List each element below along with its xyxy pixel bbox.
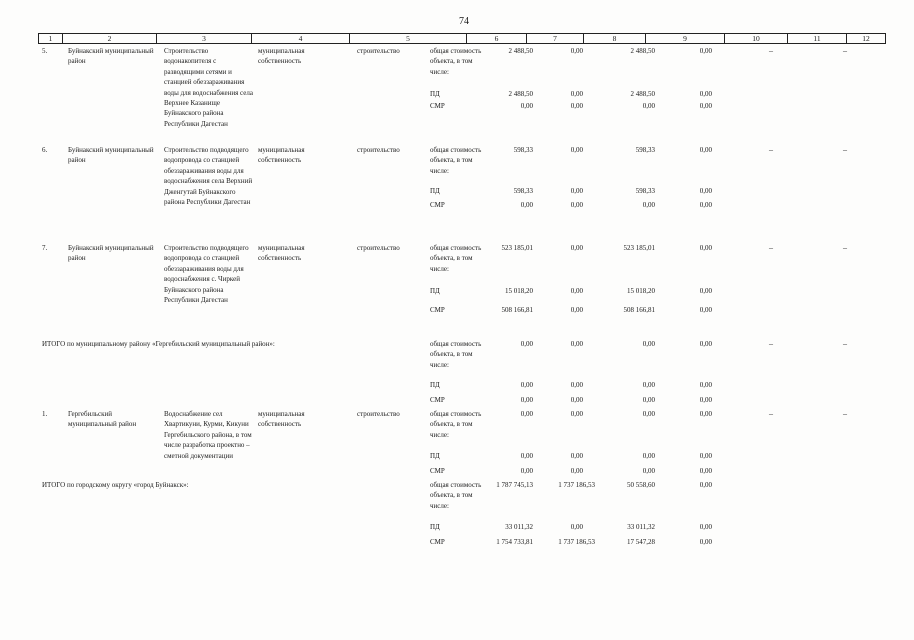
district-cell: Гергебильский муниципальный район: [68, 410, 137, 429]
smr-col8: 1 737 186,53: [558, 538, 595, 546]
pd-col10: 0,00: [699, 381, 712, 389]
district-cell: Буйнакский муниципальный район: [68, 244, 154, 263]
smr-label: СМР: [430, 396, 445, 404]
pd-label: ПД: [430, 90, 440, 98]
ownership-cell: муниципальная собственность: [258, 410, 305, 429]
value-col9: 2 488,50: [630, 47, 655, 55]
pd-col10: 0,00: [699, 287, 712, 295]
ownership-cell: муниципальная собственность: [258, 244, 305, 263]
value-col7: 523 185,01: [501, 244, 533, 252]
pd-col9: 0,00: [642, 381, 655, 389]
value-col12: –: [843, 243, 847, 252]
value-col11: –: [769, 409, 773, 418]
value-col9: 598,33: [635, 146, 655, 154]
value-col12: –: [843, 46, 847, 55]
row-number: 6.: [42, 146, 48, 154]
value-col11: –: [769, 243, 773, 252]
value-col10: 0,00: [699, 340, 712, 348]
smr-col10: 0,00: [699, 201, 712, 209]
value-col9: 523 185,01: [623, 244, 655, 252]
row-number: 7.: [42, 244, 48, 252]
row-number: 1.: [42, 410, 48, 418]
value-col12: –: [843, 339, 847, 348]
pd-col10: 0,00: [699, 90, 712, 98]
pd-label: ПД: [430, 187, 440, 195]
col-header-8: 8: [583, 34, 645, 43]
pd-col8: 0,00: [570, 287, 583, 295]
pd-col7: 0,00: [520, 452, 533, 460]
pd-col7: 0,00: [520, 381, 533, 389]
pd-col10: 0,00: [699, 187, 712, 195]
value-col8: 0,00: [570, 340, 583, 348]
pd-col10: 0,00: [699, 452, 712, 460]
pd-col7: 33 011,32: [505, 523, 533, 531]
col-header-2: 2: [62, 34, 156, 43]
col-header-7: 7: [526, 34, 583, 43]
col-header-1: 1: [38, 34, 62, 43]
value-col11: –: [769, 145, 773, 154]
district-cell: Буйнакский муниципальный район: [68, 47, 154, 66]
cost-label-cell: общая стоимость объекта, в том числе:: [430, 481, 482, 510]
value-col9: 0,00: [642, 410, 655, 418]
total-label: ИТОГО по городскому округу «город Буйнакск»:: [42, 481, 189, 489]
col-header-11: 11: [787, 34, 846, 43]
pd-col9: 0,00: [642, 452, 655, 460]
page-number: 74: [459, 16, 469, 27]
col-header-9: 9: [645, 34, 724, 43]
smr-col7: 1 754 733,81: [496, 538, 533, 546]
smr-col7: 0,00: [520, 396, 533, 404]
value-col7: 0,00: [520, 340, 533, 348]
smr-col8: 0,00: [570, 102, 583, 110]
smr-label: СМР: [430, 306, 445, 314]
smr-col10: 0,00: [699, 102, 712, 110]
value-col9: 0,00: [642, 340, 655, 348]
value-col10: 0,00: [699, 481, 712, 489]
value-col10: 0,00: [699, 410, 712, 418]
smr-col7: 0,00: [520, 102, 533, 110]
smr-label: СМР: [430, 467, 445, 475]
smr-col8: 0,00: [570, 396, 583, 404]
smr-col10: 0,00: [699, 306, 712, 314]
value-col12: –: [843, 409, 847, 418]
cost-label-cell: общая стоимость объекта, в том числе:: [430, 146, 482, 175]
smr-col8: 0,00: [570, 201, 583, 209]
object-cell: Строительство подводящего водопровода со станцией обеззараживания воды для водоснабжения села Верхний Дженгутай Буйнакского района Республики Дагестан: [164, 146, 253, 207]
value-col10: 0,00: [699, 244, 712, 252]
col-header-4: 4: [251, 34, 349, 43]
row-number: 5.: [42, 47, 48, 55]
value-col8: 0,00: [570, 47, 583, 55]
smr-col9: 0,00: [642, 467, 655, 475]
smr-col7: 0,00: [520, 201, 533, 209]
pd-col8: 0,00: [570, 90, 583, 98]
pd-col9: 33 011,32: [627, 523, 655, 531]
pd-col8: 0,00: [570, 381, 583, 389]
col-header-12: 12: [846, 34, 886, 43]
col-header-5: 5: [349, 34, 466, 43]
value-col11: –: [769, 46, 773, 55]
value-col7: 2 488,50: [508, 47, 533, 55]
value-col8: 1 737 186,53: [558, 481, 595, 489]
smr-label: СМР: [430, 102, 445, 110]
ownership-cell: муниципальная собственность: [258, 47, 305, 66]
pd-col7: 598,33: [513, 187, 533, 195]
value-col7: 598,33: [513, 146, 533, 154]
smr-label: СМР: [430, 201, 445, 209]
total-label: ИТОГО по муниципальному району «Гергебильский муниципальный район»:: [42, 340, 275, 348]
value-col10: 0,00: [699, 47, 712, 55]
pd-label: ПД: [430, 452, 440, 460]
work-type-cell: строительство: [357, 410, 400, 418]
pd-col9: 15 018,20: [627, 287, 655, 295]
smr-col9: 17 547,28: [627, 538, 655, 546]
object-cell: Водоснабжение сел Хвартикуни, Курми, Кикуни Гергебильского района, в том числе разработка проектно – сметной документации: [164, 410, 252, 460]
pd-col9: 598,33: [635, 187, 655, 195]
district-cell: Буйнакский муниципальный район: [68, 146, 154, 165]
value-col9: 50 558,60: [627, 481, 655, 489]
smr-col9: 0,00: [642, 102, 655, 110]
cost-label-cell: общая стоимость объекта, в том числе:: [430, 244, 482, 273]
col-header-10: 10: [724, 34, 787, 43]
value-col8: 0,00: [570, 146, 583, 154]
smr-col7: 508 166,81: [501, 306, 533, 314]
work-type-cell: строительство: [357, 244, 400, 252]
col-header-6: 6: [466, 34, 526, 43]
pd-col8: 0,00: [570, 452, 583, 460]
pd-col7: 15 018,20: [505, 287, 533, 295]
smr-col9: 508 166,81: [623, 306, 655, 314]
pd-col8: 0,00: [570, 187, 583, 195]
smr-col7: 0,00: [520, 467, 533, 475]
pd-label: ПД: [430, 523, 440, 531]
value-col7: 0,00: [520, 410, 533, 418]
smr-col9: 0,00: [642, 201, 655, 209]
cost-label-cell: общая стоимость объекта, в том числе:: [430, 340, 482, 369]
object-cell: Строительство водонакопителя с разводящими сетями и станцией обеззараживания воды для водоснабжения села Верхнее Казанище Буйнакского района Республики Дагестан: [164, 47, 253, 128]
pd-col7: 2 488,50: [508, 90, 533, 98]
value-col8: 0,00: [570, 244, 583, 252]
value-col12: –: [843, 145, 847, 154]
smr-col10: 0,00: [699, 467, 712, 475]
smr-col10: 0,00: [699, 538, 712, 546]
smr-col8: 0,00: [570, 306, 583, 314]
pd-label: ПД: [430, 381, 440, 389]
pd-col8: 0,00: [570, 523, 583, 531]
work-type-cell: строительство: [357, 146, 400, 154]
smr-col8: 0,00: [570, 467, 583, 475]
pd-col9: 2 488,50: [630, 90, 655, 98]
work-type-cell: строительство: [357, 47, 400, 55]
pd-col10: 0,00: [699, 523, 712, 531]
col-header-3: 3: [156, 34, 251, 43]
smr-col10: 0,00: [699, 396, 712, 404]
smr-col9: 0,00: [642, 396, 655, 404]
cost-label-cell: общая стоимость объекта, в том числе:: [430, 47, 482, 76]
value-col8: 0,00: [570, 410, 583, 418]
pd-label: ПД: [430, 287, 440, 295]
object-cell: Строительство подводящего водопровода со станцией обеззараживания воды для водоснабжения с. Чиркей Буйнакского района Республики Дагестан: [164, 244, 249, 305]
value-col7: 1 787 745,13: [496, 481, 533, 489]
cost-label-cell: общая стоимость объекта, в том числе:: [430, 410, 482, 439]
smr-label: СМР: [430, 538, 445, 546]
ownership-cell: муниципальная собственность: [258, 146, 305, 165]
value-col10: 0,00: [699, 146, 712, 154]
column-header-row: [38, 33, 886, 44]
value-col11: –: [769, 339, 773, 348]
